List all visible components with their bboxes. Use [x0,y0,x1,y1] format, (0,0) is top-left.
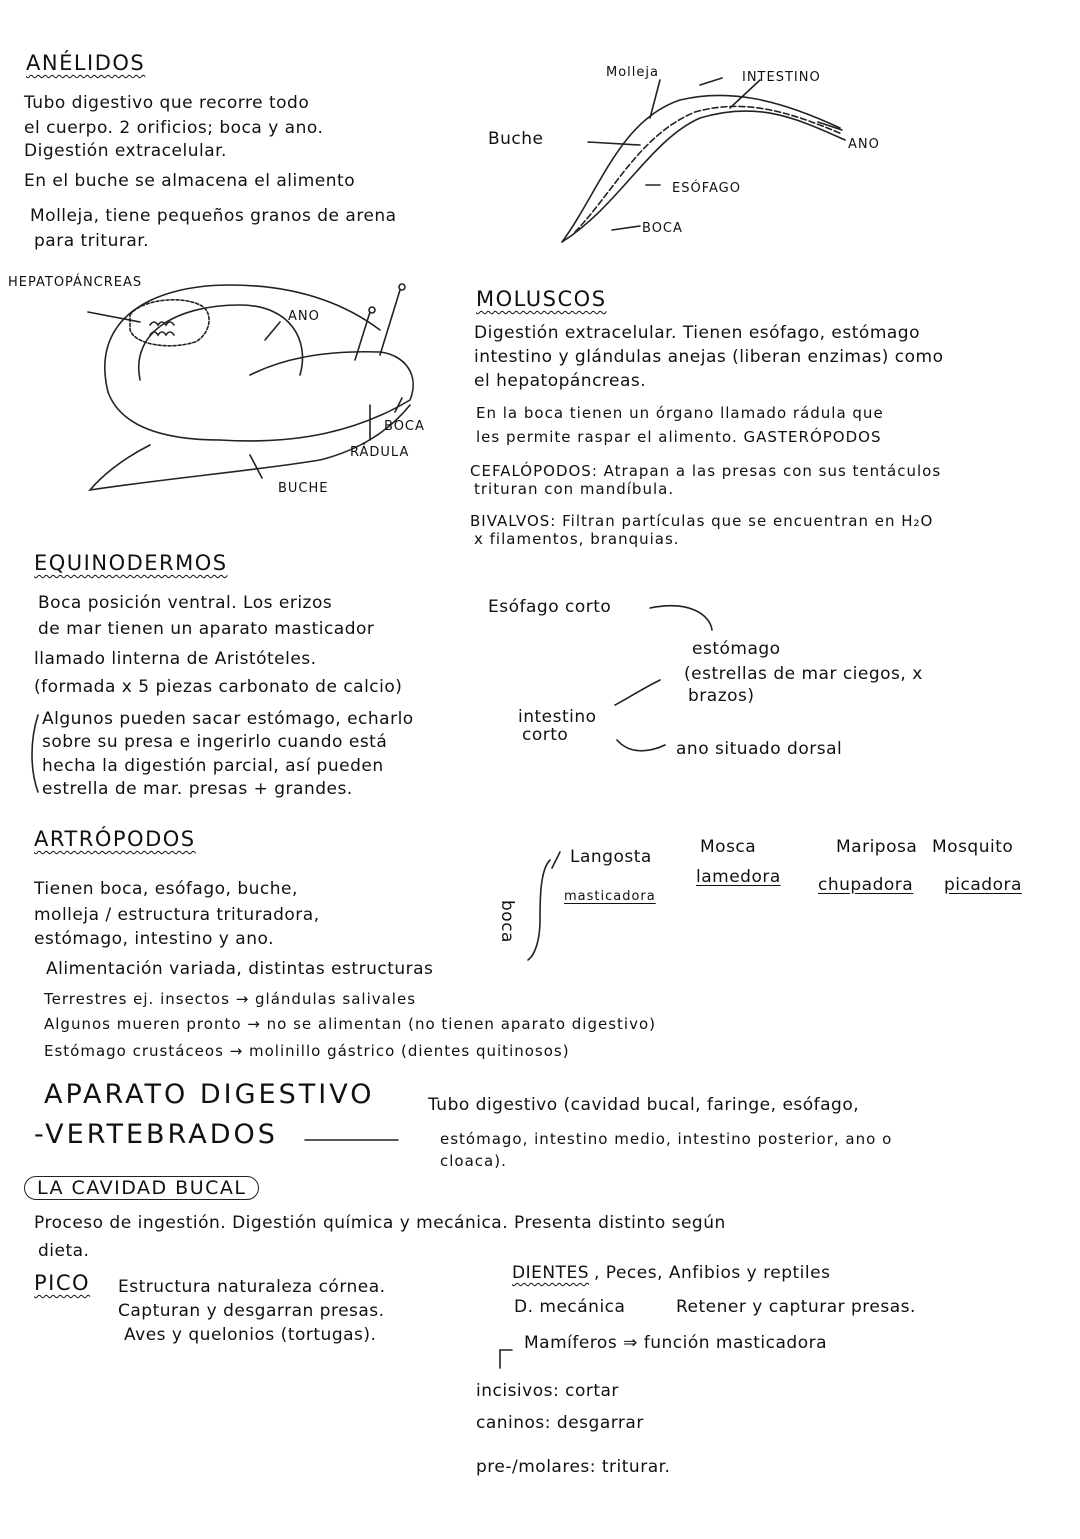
equinodermos-line-6: sobre su presa e ingerirlo cuando está [42,732,388,752]
artropodos-line-4: Alimentación variada, distintas estructuras [46,959,434,979]
moluscos-line-9: x filamentos, branquias. [474,530,680,548]
snail-label-radula: RÁDULA [350,445,410,460]
equinodermos-line-8: estrella de mar. presas + grandes. [42,779,353,799]
equinodermos-line-4: (formada x 5 piezas carbonato de calcio) [34,677,403,697]
vertebrados-title-1: APARATO DIGESTIVO [44,1079,375,1110]
mamiferos-line: Mamíferos ⇒ función masticadora [524,1333,828,1353]
flow-arrow-2 [615,680,660,705]
worm-label-boca: BOCA [642,221,683,236]
mosquito-label: Mosquito [932,837,1014,857]
mouthparts-brace [528,860,550,960]
worm-label-intestino: INTESTINO [742,70,821,85]
anelidos-line-6: para triturar. [34,231,150,251]
equinodermos-title: EQUINODERMOS [34,551,228,575]
flow-intestino-2: corto [522,725,569,745]
flow-ano: ano situado dorsal [676,739,843,759]
flow-estomago-note-1: (estrellas de mar ciegos, x [684,664,923,684]
equinodermos-line-7: hecha la digestión parcial, así pueden [42,756,384,776]
cavidad-line-1: Proceso de ingestión. Digestión química y mecánica. Presenta distinto según [34,1213,726,1233]
snail-label-buche: BUCHE [278,481,329,496]
mosca-type: lamedora [696,867,781,887]
artropodos-line-2: molleja / estructura trituradora, [34,905,320,925]
artropodos-line-3: estómago, intestino y ano. [34,929,274,949]
cavidad-bucal-title: LA CAVIDAD BUCAL [24,1176,259,1200]
mosca-label: Mosca [700,837,757,857]
dientes-line-1: , Peces, Anfibios y reptiles [594,1263,831,1283]
worm-label-esofago: ESÓFAGO [672,181,741,196]
flow-estomago-note-2: brazos) [688,686,755,706]
anelidos-line-4: En el buche se almacena el alimento [24,171,356,191]
mouthparts-arrow [552,852,560,868]
dientes-line-3: Retener y capturar presas. [676,1297,916,1317]
vertebrados-title-2: -VERTEBRADOS [34,1119,278,1150]
pico-line-3: Aves y quelonios (tortugas). [124,1325,377,1345]
cavidad-line-2: dieta. [38,1241,90,1261]
equinodermos-line-5: Algunos pueden sacar estómago, echarlo [42,709,414,729]
moluscos-line-7: trituran con mandíbula. [474,480,675,498]
vertebrados-desc-1: Tubo digestivo (cavidad bucal, faringe, esófago, [428,1095,860,1115]
snail-label-boca: BOCA [384,419,425,434]
vertebrados-desc-2: estómago, intestino medio, intestino posterior, ano o [440,1130,893,1148]
molares-line: pre-/molares: triturar. [476,1457,671,1477]
flow-esofago: Esófago corto [488,597,612,617]
earthworm-diagram [562,78,845,242]
equinodermos-line-2: de mar tienen un aparato masticador [38,619,375,639]
equinodermos-line-1: Boca posición ventral. Los erizos [38,593,333,613]
mosquito-type: picadora [944,875,1022,895]
dientes-line-2: D. mecánica [514,1297,626,1317]
moluscos-line-5: les permite raspar el alimento. GASTERÓPODOS [476,428,882,446]
flow-estomago: estómago [692,639,781,659]
pico-line-2: Capturan y desgarran presas. [118,1301,385,1321]
snail-label-ano: ANO [288,309,320,324]
snail-label-hepatopancreas: HEPATOPÁNCREAS [8,275,143,290]
artropodos-line-1: Tienen boca, esófago, buche, [34,879,298,899]
vertebrados-desc-3: cloaca). [440,1152,507,1170]
moluscos-line-1: Digestión extracelular. Tienen esófago, estómago [474,323,920,343]
mouthparts-boca: boca [497,900,517,943]
worm-label-molleja: Molleja [606,65,659,80]
worm-label-ano: ANO [848,137,880,152]
equinodermos-line-3: llamado linterna de Aristóteles. [34,649,317,669]
teeth-bracket [500,1350,512,1368]
anelidos-line-1: Tubo digestivo que recorre todo [24,93,310,113]
moluscos-line-8: BIVALVOS: Filtran partículas que se encuentran en H₂O [470,512,934,530]
moluscos-line-6: CEFALÓPODOS: Atrapan a las presas con sus tentáculos [470,462,942,480]
artropodos-line-7: Estómago crustáceos → molinillo gástrico (dientes quitinosos) [44,1042,570,1060]
caninos-line: caninos: desgarrar [476,1413,644,1433]
artropodos-line-5: Terrestres ej. insectos → glándulas salivales [44,990,417,1008]
pico-line-1: Estructura naturaleza córnea. [118,1277,386,1297]
langosta-label: Langosta [570,847,652,867]
pico-title: PICO [34,1271,91,1295]
flow-arrow-3 [617,740,665,751]
mariposa-label: Mariposa [836,837,918,857]
flow-intestino-1: intestino [518,707,597,727]
anelidos-line-3: Digestión extracelular. [24,141,227,161]
anelidos-line-2: el cuerpo. 2 orificios; boca y ano. [24,118,324,138]
moluscos-line-4: En la boca tienen un órgano llamado rádula que [476,404,884,422]
artropodos-title: ARTRÓPODOS [34,827,196,851]
moluscos-line-2: intestino y glándulas anejas (liberan enzimas) como [474,347,944,367]
mariposa-type: chupadora [818,875,914,895]
worm-label-buche: Buche [488,129,544,149]
moluscos-title: MOLUSCOS [476,287,607,311]
equinodermos-brace [32,715,38,792]
anelidos-title: ANÉLIDOS [26,51,146,75]
flow-arrow-1 [650,606,712,630]
moluscos-line-3: el hepatopáncreas. [474,371,647,391]
langosta-type: masticadora [564,889,656,904]
dientes-title: DIENTES [512,1263,589,1283]
anelidos-line-5: Molleja, tiene pequeños granos de arena [30,206,397,226]
artropodos-line-6: Algunos mueren pronto → no se alimentan (no tienen aparato digestivo) [44,1015,656,1033]
incisivos-line: incisivos: cortar [476,1381,619,1401]
